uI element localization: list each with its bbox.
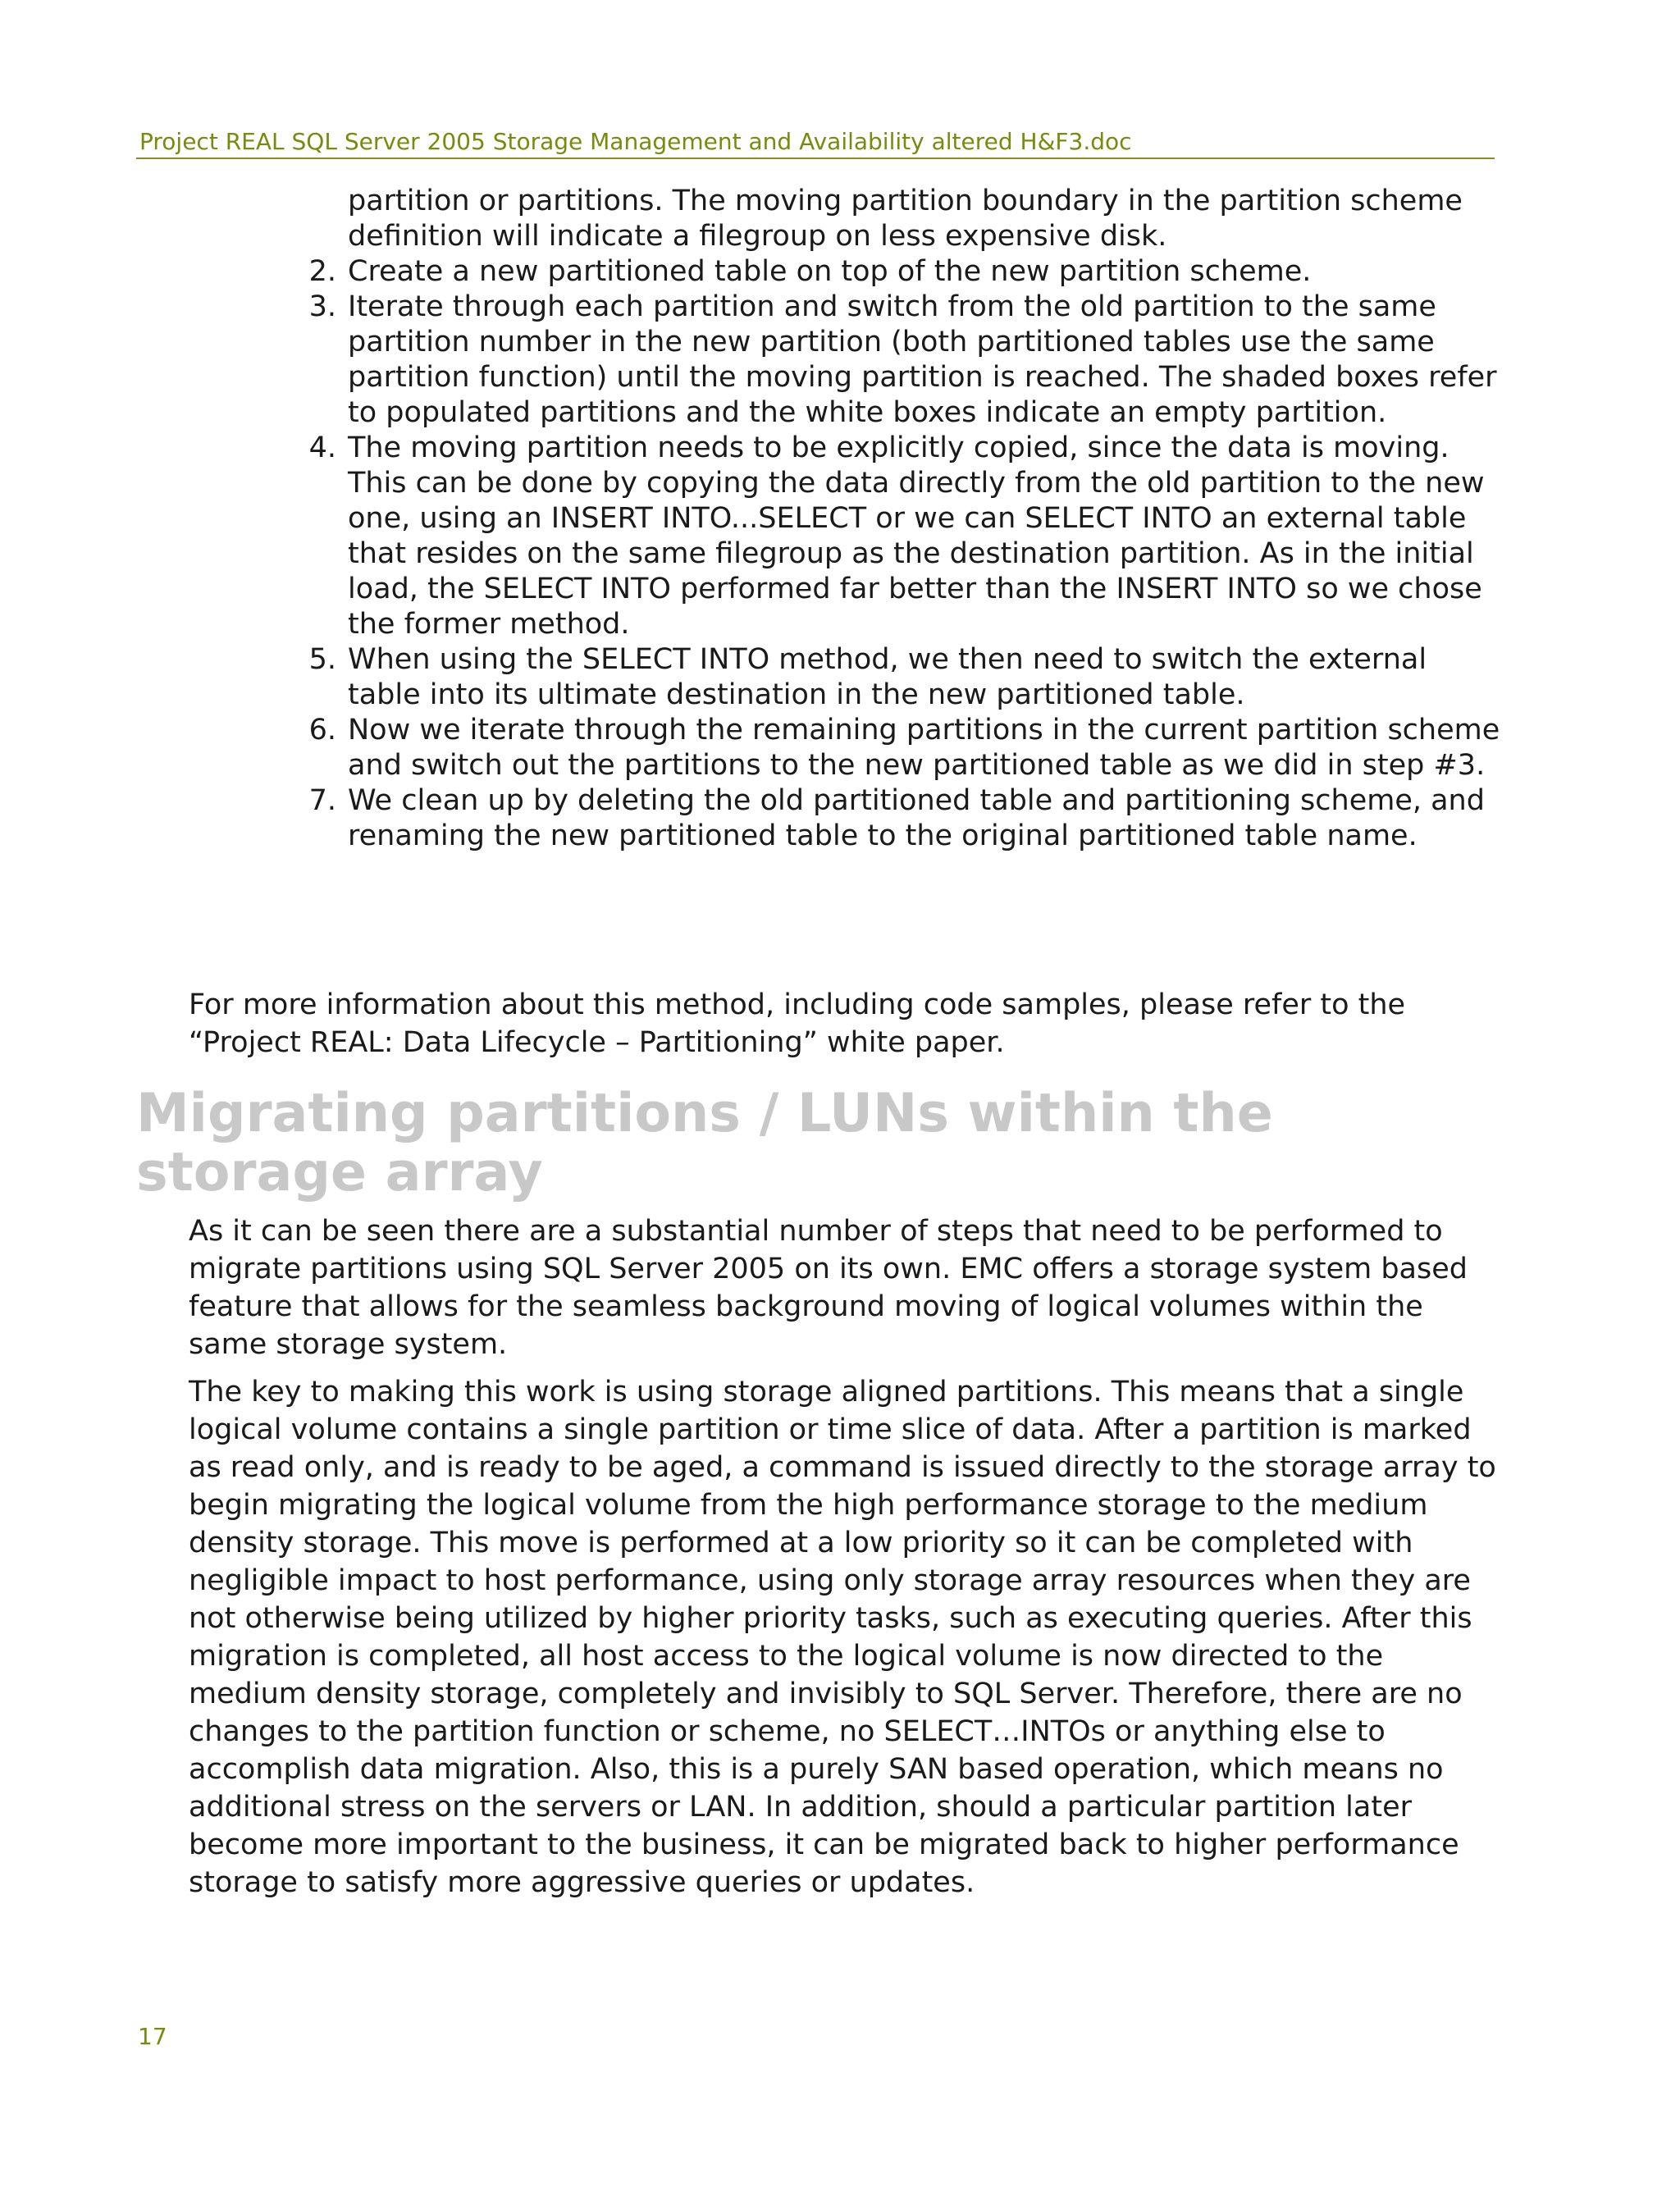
list-item [287,431,1501,642]
step-text: The moving partition needs to be explicitly copied, since the data is moving. This can be done by copying the data directly from the old partition to the new one, using an INSERT INTO...SELECT or we can SELECT INTO an external table that resides on the same filegroup as the destination partition. As in the initial load, the SELECT INTO performed far better than the INSERT INTO so we chose the former method. [348,431,1485,641]
body-paragraph: The key to making this work is using storage aligned partitions. This means that a single logical volume contains a single partition or time slice of data. After a partition is marked as read only, and is ready to be aged, a command is issued directly to the storage array to begin migrating the logical volume from the high performance storage to the medium density storage. This move is performed at a low priority so it can be completed with negligible impact to host performance, using only storage array resources when they are not otherwise being utilized by higher priority tasks, such as executing queries. After this migration is completed, all host access to the logical volume is now directed to the medium density storage, completely and invisibly to SQL Server. Therefore, there are no changes to the partition function or scheme, no SELECT…INTOs or anything else to accomplish data migration. Also, this is a purely SAN based operation, which means no additional stress on the servers or LAN. In addition, should a particular partition later become more important to the business, it can be migrated back to higher performance storage to satisfy more aggressive queries or updates. [189,1376,1496,1899]
step-text: When using the SELECT INTO method, we then need to switch the external table into its ultimate destination in the new partitioned table. [348,643,1427,711]
list-item [287,290,1501,431]
step-number: 4. [308,431,336,464]
document-title: Project REAL SQL Server 2005 Storage Management and Availability altered H&F3.doc [139,128,1132,155]
list-item [287,783,1501,854]
step-number: 2. [308,255,336,288]
numbered-steps-list [287,184,1501,854]
step-number: 6. [308,714,336,746]
page-header [136,125,1495,159]
step-1-continuation: partition or partitions. The moving partition boundary in the partition scheme definition will indicate a filegroup on less expensive disk. [348,185,1463,253]
body-paragraph: As it can be seen there are a substantial number of steps that need to be performed to migrate partitions using SQL Server 2005 on its own. EMC offers a storage system based feature that allows for the seamless background moving of logical volumes within the same storage system. [189,1215,1468,1361]
step-number: 3. [308,290,336,323]
step-number: 5. [308,643,336,676]
section-heading: Migrating partitions / LUNs within the storage array [136,1083,1273,1203]
list-item [287,713,1501,783]
step-text: Create a new partitioned table on top of the new partition scheme. [348,255,1312,288]
page-number: 17 [138,2023,167,2050]
reference-paragraph: For more information about this method, including code samples, please refer to the “Project REAL: Data Lifecycle – Partitioning” white paper. [189,988,1406,1059]
list-item [287,642,1501,713]
step-number: 7. [308,784,336,817]
step-text: Now we iterate through the remaining partitions in the current partition scheme and switch out the partitions to the new partitioned table as we did in step #3. [348,714,1500,782]
step-text: We clean up by deleting the old partitioned table and partitioning scheme, and renaming the new partitioned table to the original partitioned table name. [348,784,1485,852]
list-item [287,254,1501,290]
step-text: Iterate through each partition and switch from the old partition to the same partition number in the new partition (both partitioned tables use the same partition function) until the moving partition is reached. The shaded boxes refer to populated partitions and the white boxes indicate an empty partition. [348,290,1497,429]
